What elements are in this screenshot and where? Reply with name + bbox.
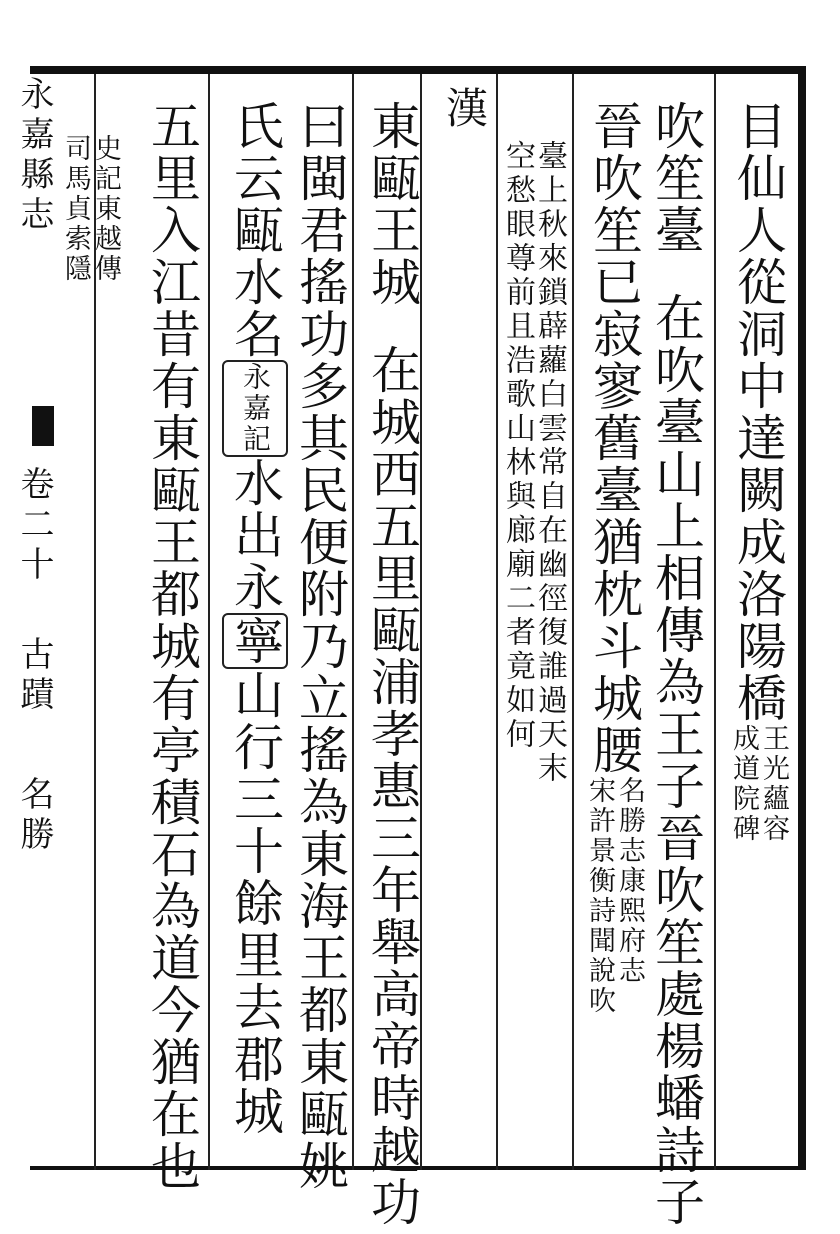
column-text: 晉吹笙已寂寥舊臺猶枕斗城腰 — [585, 100, 643, 776]
annotation: 王光蘊容 成道院碑 — [728, 724, 789, 844]
text-column-9 — [142, 100, 202, 1192]
text-column-5 — [500, 140, 534, 752]
column-rule — [352, 74, 354, 1170]
column-rule — [208, 74, 210, 1170]
column-text: 在吹臺山上相傳為王子晉吹笙處楊蟠詩子 — [647, 292, 705, 1228]
source-citation: 史記東越傳 司馬貞索隱 — [60, 134, 121, 284]
annotation: 名勝志康熙府志 宋許景衡詩聞說吹 — [584, 776, 645, 1016]
section-label: 古蹟 — [14, 636, 54, 716]
text-column-10 — [60, 134, 120, 284]
column-text: 水出永 — [226, 457, 284, 613]
text-column-7 — [290, 100, 350, 1192]
entry-heading: 東甌王城 — [363, 100, 421, 308]
poem-text: 臺上秋來鎖薜蘿白雲常自在幽徑復誰過天末 — [532, 140, 567, 786]
column-rule — [572, 74, 574, 1170]
text-column-2 — [646, 100, 706, 1228]
boxed-character: 寧 — [222, 613, 288, 669]
column-text: 在城西五里甌浦孝惠三年舉高帝時越功 — [363, 344, 421, 1228]
column-rule — [496, 74, 498, 1170]
column-text: 氏云甌水名 — [226, 100, 284, 360]
text-column-6 — [362, 100, 422, 1228]
text-column-4 — [532, 140, 566, 786]
text-column-8 — [222, 100, 288, 1137]
subsection-label: 名勝 — [14, 776, 54, 856]
text-column-1 — [728, 100, 788, 844]
dynasty-heading: 漢 — [440, 86, 489, 130]
book-margin — [2, 76, 56, 1170]
column-text: 曰閩君搖功多其民便附乃立搖為東海王都東甌姚 — [291, 100, 349, 1192]
book-title: 永嘉縣志 — [14, 76, 54, 236]
annotation: 永嘉記 — [222, 360, 288, 457]
column-rule — [714, 74, 716, 1170]
entry-heading: 吹笙臺 — [647, 100, 705, 256]
column-text: 目仙人從洞中達闕成洛陽橋 — [729, 100, 787, 724]
text-column-3 — [584, 100, 644, 1016]
column-text: 山行三十餘里去郡城 — [226, 669, 284, 1137]
poem-text: 空愁眼尊前且浩歌山林與廊廟二者竟如何 — [500, 140, 535, 752]
volume-label: 卷二十 — [14, 466, 54, 586]
column-text: 五里入江昔有東甌王都城有亭積石為道今猶在也 — [143, 100, 201, 1192]
fish-tail-mark — [32, 406, 54, 446]
